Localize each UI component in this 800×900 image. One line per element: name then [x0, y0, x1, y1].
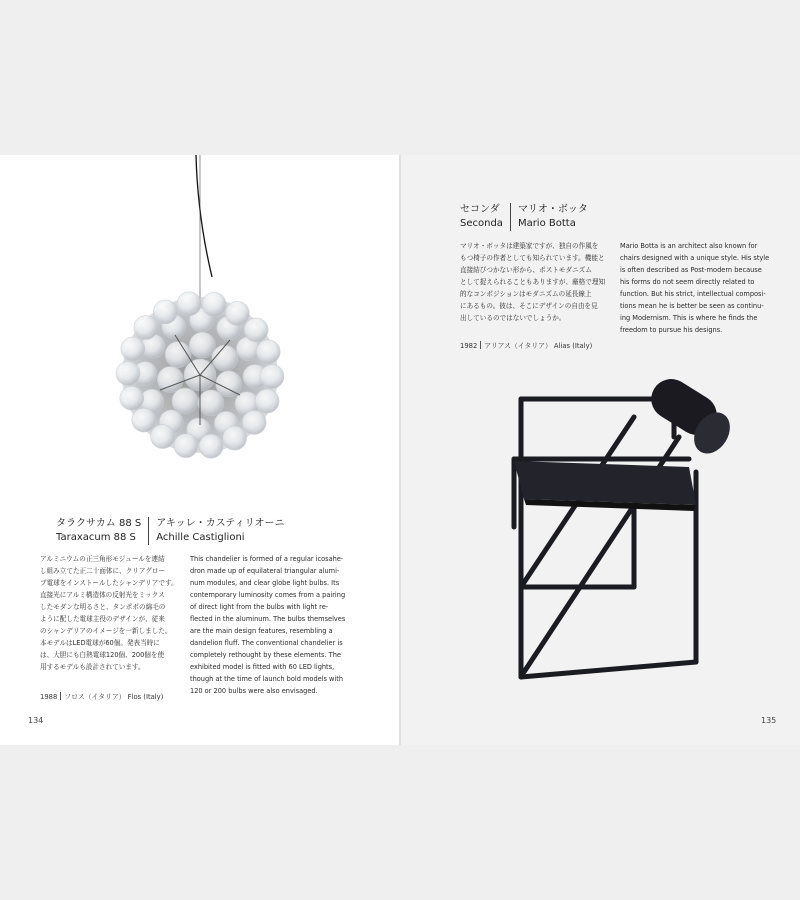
text-line: Mario Botta is an architect also known for — [620, 242, 758, 250]
text-line: にあるもの。彼は、そこにデザインの自由を見 — [460, 302, 598, 310]
text-line: ように配した電球主役のデザインが、従来 — [40, 615, 165, 623]
text-line: is often described as Post-modern because — [620, 266, 762, 274]
text-line: exhibited model is fitted with 60 LED lights, — [190, 663, 335, 671]
text-line: ing Modernism. This is where he finds the — [620, 314, 758, 322]
bulb — [157, 366, 183, 392]
bulb — [260, 365, 284, 389]
designer-name-en: Mario Botta — [517, 218, 576, 229]
designer-name-jp: マリオ・ボッタ — [517, 204, 588, 215]
description-jp — [40, 553, 178, 673]
bulb — [202, 292, 226, 316]
text-line: freedom to pursue his designs. — [620, 326, 723, 334]
text-line: dron made up of equilateral triangular alumi- — [190, 567, 340, 575]
text-line: tions mean he is better be seen as continu- — [620, 302, 764, 310]
product-name-jp: セコンダ — [460, 204, 500, 215]
product-title — [56, 517, 292, 545]
text-line: though at the time of launch bold models with — [190, 675, 344, 683]
bulb — [121, 337, 145, 361]
text-line: 120 or 200 bulbs were also envisaged. — [190, 687, 318, 695]
description-en — [190, 553, 345, 697]
page-number: 134 — [28, 716, 44, 725]
text-line: として捉えられることもありますが、厳格で理知 — [460, 278, 606, 286]
bulb — [177, 292, 201, 316]
manufacturer: アリアス（イタリア） Alias (Italy) — [484, 342, 593, 350]
text-line: アルミニウムの正三角形モジュールを連結 — [40, 555, 165, 563]
bulb — [174, 434, 198, 458]
bulb — [212, 345, 238, 371]
text-line: chairs designed with a unique style. His style — [620, 254, 770, 262]
text-line: 的なコンポジションはモダニズムの延長線上 — [460, 290, 592, 298]
bulb — [189, 332, 215, 358]
text-line: マリオ・ボッタは建築家ですが、独自の作風を — [460, 242, 599, 250]
description-en — [620, 240, 769, 336]
designer-name-jp: アキッレ・カスティリオーニ — [156, 518, 285, 529]
bulb — [199, 434, 223, 458]
product-name-jp: タラクサカム 88 S — [56, 518, 142, 529]
credit-line — [460, 340, 592, 350]
bulb — [244, 318, 268, 342]
product-title — [460, 203, 595, 231]
text-line: 用するモデルも設計されています。 — [40, 663, 145, 671]
separator — [60, 692, 61, 700]
text-line: flected in the aluminum. The bulbs themselves — [190, 615, 346, 623]
year: 1982 — [460, 342, 478, 350]
page-number: 135 — [761, 716, 777, 725]
bulb — [172, 388, 198, 414]
bulb — [153, 300, 177, 324]
text-line: This chandelier is formed of a regular icosahe- — [190, 555, 344, 563]
text-line: 直接光にアルミ構造体の反射光をミックス — [40, 591, 165, 599]
text-line: 直接結びつかない形から、ポストモダニズム — [460, 266, 592, 274]
bulb — [151, 425, 175, 449]
text-line: dandelion fluff. The conventional chandelier is — [190, 639, 343, 647]
description-jp — [460, 240, 605, 324]
text-line: は、大胆にも白熱電球120個、200個を使 — [40, 651, 165, 659]
text-line: his forms do not seem directly related to — [620, 278, 755, 286]
text-line: ブ電球をインストールしたシャンデリアです。 — [40, 579, 178, 587]
bulb — [120, 386, 144, 410]
bulb — [134, 316, 158, 340]
designer-name-en: Achille Castiglioni — [156, 532, 245, 543]
bulb — [132, 408, 156, 432]
right-page — [401, 155, 800, 745]
separator — [480, 341, 481, 349]
text-line: num modules, and clear globe light bulbs. Its — [190, 579, 340, 587]
bulb — [223, 426, 247, 450]
text-line: 出しているのではないでしょうか。 — [460, 314, 566, 322]
product-name-en: Taraxacum 88 S — [56, 532, 136, 543]
credit-line — [40, 691, 163, 701]
text-line: もつ椅子の作者としても知られています。機能と — [460, 254, 605, 262]
manufacturer: フロス（イタリア） Flos (Italy) — [64, 693, 164, 701]
bulb — [116, 361, 140, 385]
text-line: completely rethought by these elements. The — [190, 651, 341, 659]
text-line: contemporary luminosity comes from a pairing — [190, 591, 346, 599]
text-line: したモダンな明るさと、タンポポの綿毛の — [40, 603, 166, 611]
year: 1988 — [40, 693, 58, 701]
text-line: し組み立てた正二十面体に、クリアグロー — [40, 567, 166, 575]
bulb — [242, 410, 266, 434]
product-name-en: Seconda — [460, 218, 503, 229]
left-page — [0, 155, 399, 745]
bulb — [198, 390, 224, 416]
bulb — [256, 340, 280, 364]
text-line: 本モデルはLED電球が60個。発表当時に — [40, 639, 160, 647]
bulb — [255, 389, 279, 413]
bulb — [225, 301, 249, 325]
text-line: are the main design features, resembling a — [190, 627, 333, 635]
text-line: function. But his strict, intellectual composi- — [620, 290, 766, 298]
text-line: of direct light from the bulbs with light re- — [190, 603, 329, 611]
chair-illustration — [484, 377, 754, 707]
text-line: のシャンデリアのイメージを一新しました。 — [40, 627, 172, 635]
